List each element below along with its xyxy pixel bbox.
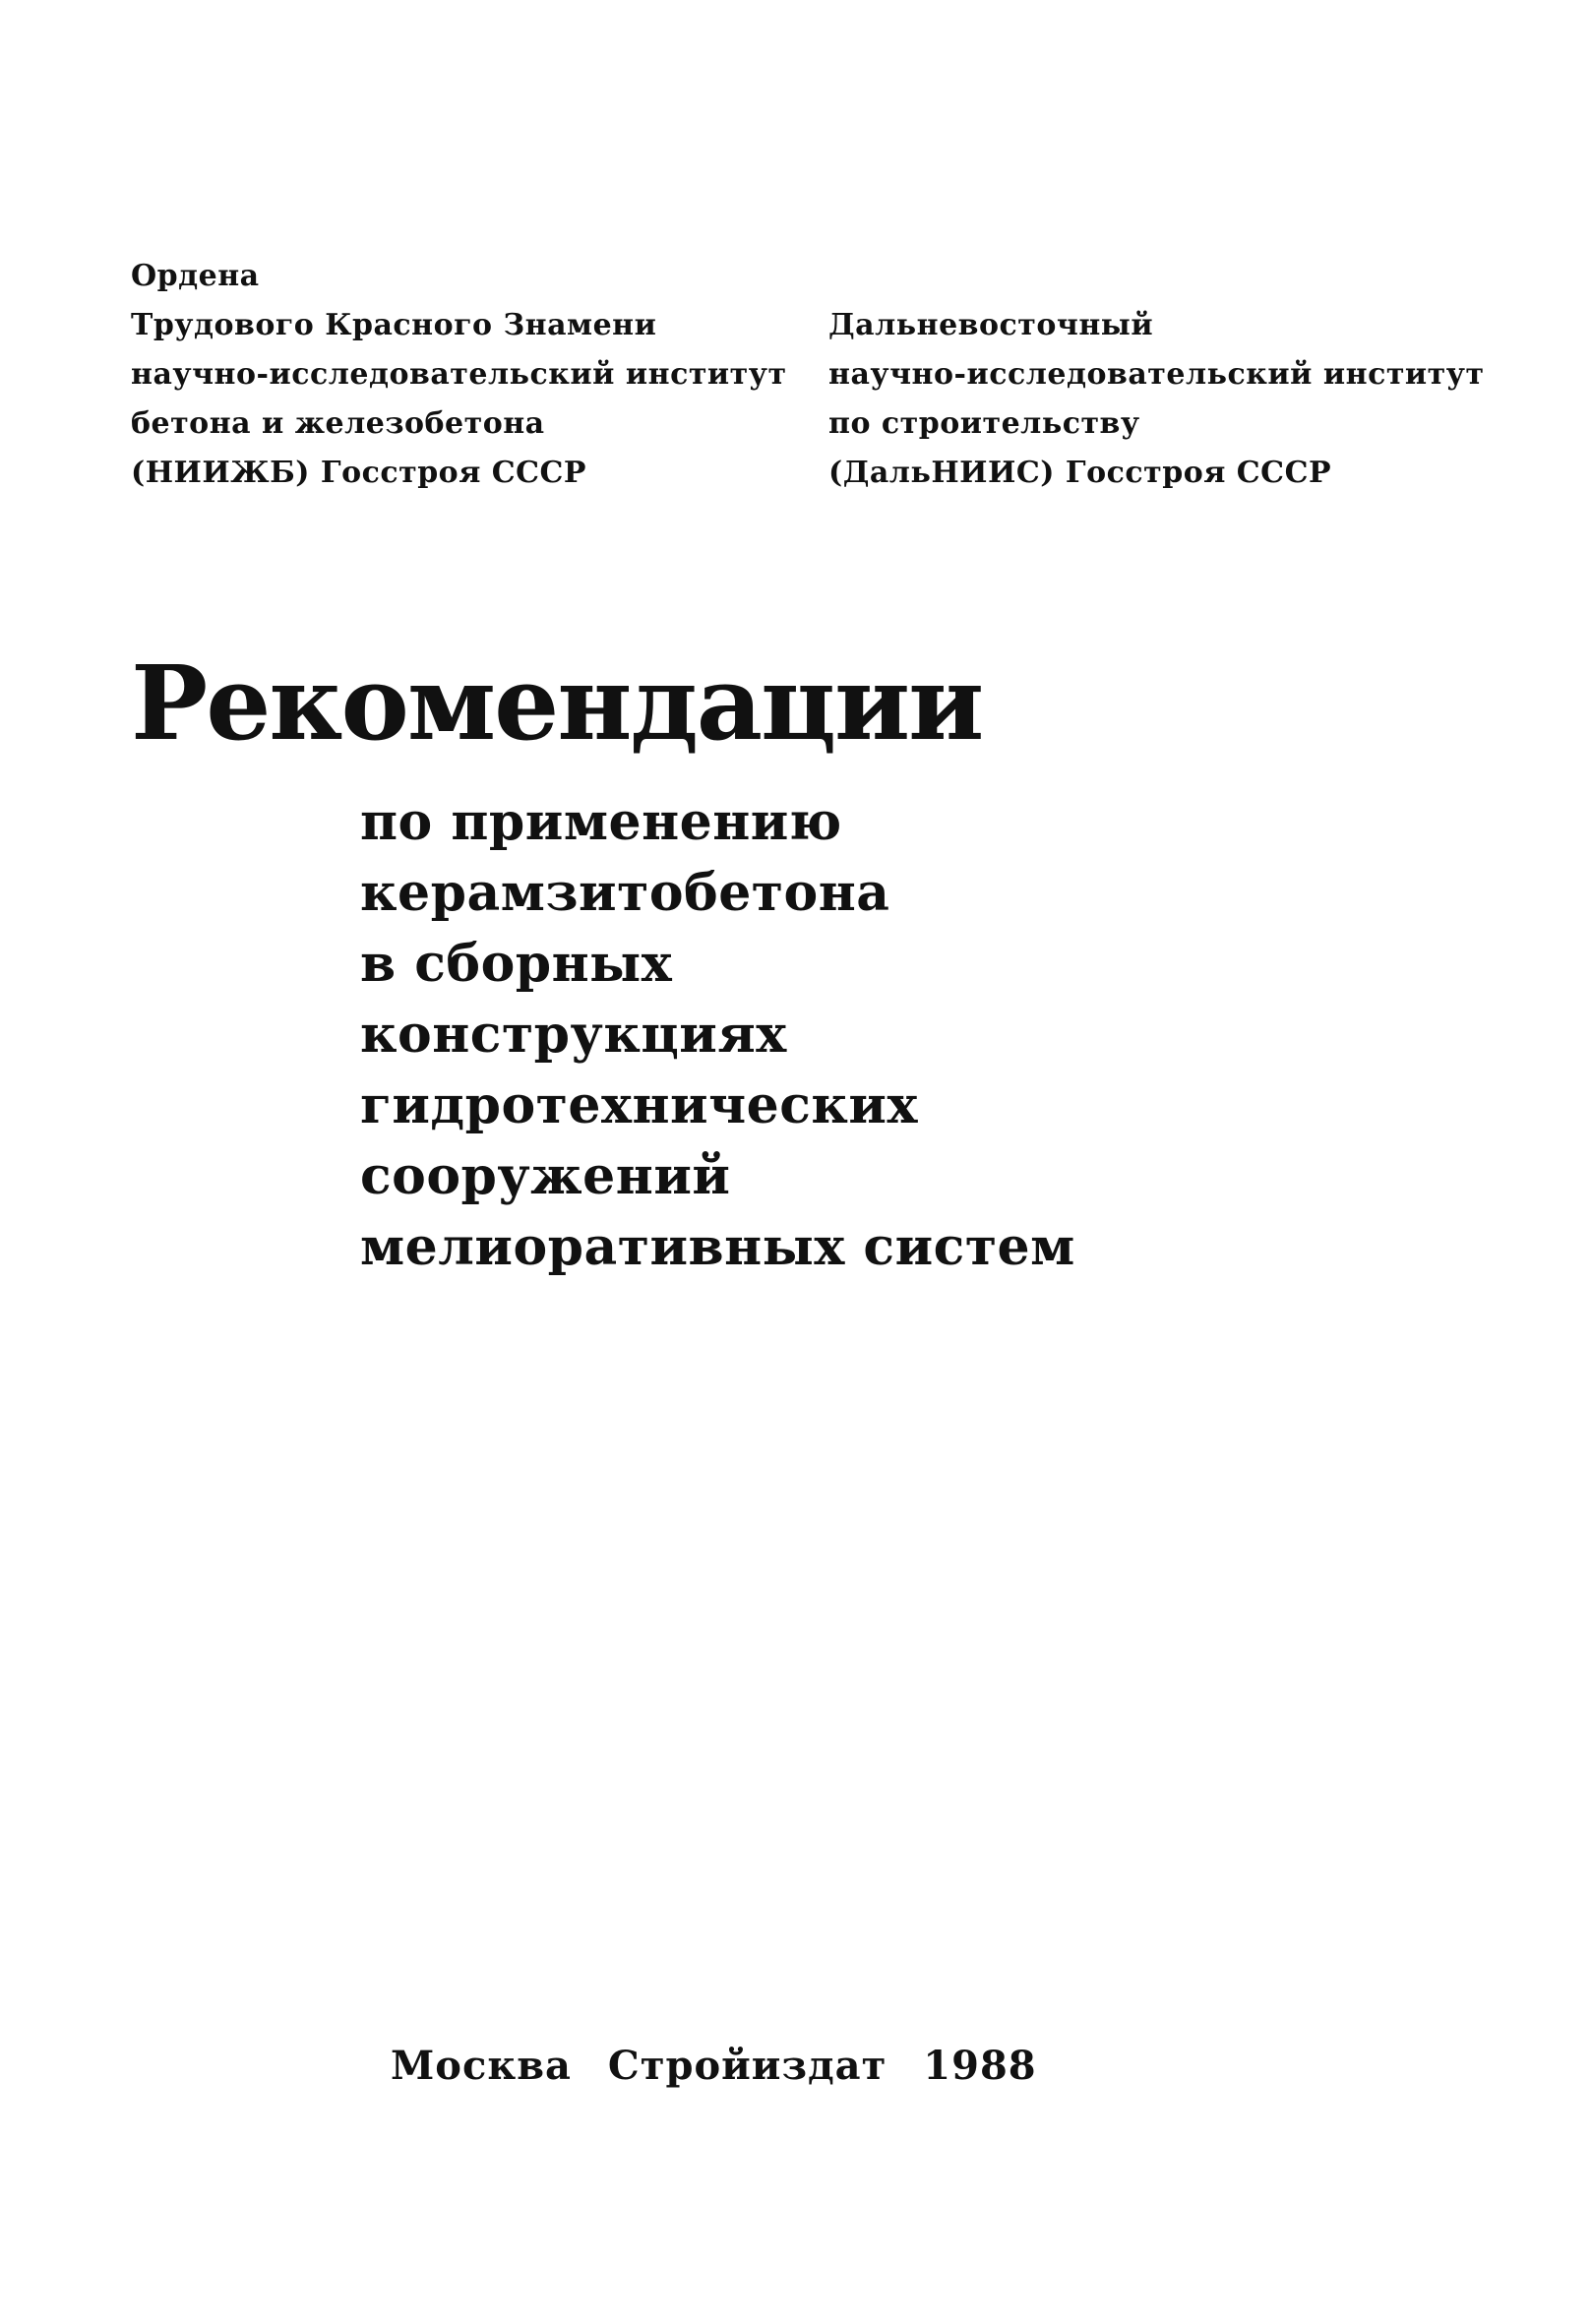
right-institute-line: научно-исследовательский институт <box>828 357 1485 392</box>
left-institute-block <box>131 252 787 498</box>
subtitle-line: в сборных <box>360 934 673 994</box>
subtitle-line: керамзитобетона <box>360 863 890 923</box>
left-institute-line: Трудового Красного Знамени <box>131 308 657 342</box>
subtitle-line: конструкциях <box>360 1005 787 1065</box>
imprint-publisher: Стройиздат <box>607 2043 887 2089</box>
imprint <box>391 2037 1037 2096</box>
subtitle-line: мелиоративных систем <box>360 1217 1075 1277</box>
imprint-year: 1988 <box>923 2043 1037 2089</box>
right-institute-line: (ДальНИИС) Госстроя СССР <box>828 456 1331 490</box>
left-institute-line: Ордена <box>131 259 260 293</box>
document-title: Рекомендации <box>131 642 983 764</box>
right-institute-block <box>828 301 1485 498</box>
subtitle-line: гидротехнических <box>360 1075 918 1135</box>
document-subtitle <box>360 787 1075 1283</box>
subtitle-line: сооружений <box>360 1146 731 1206</box>
right-institute-line: по строительству <box>828 406 1140 441</box>
left-institute-line: (НИИЖБ) Госстроя СССР <box>131 456 586 490</box>
imprint-city: Москва <box>391 2043 572 2089</box>
left-institute-line: научно-исследовательский институт <box>131 357 787 392</box>
subtitle-line: по применению <box>360 792 842 852</box>
right-institute-line: Дальневосточный <box>828 308 1154 342</box>
left-institute-line: бетона и железобетона <box>131 406 545 441</box>
